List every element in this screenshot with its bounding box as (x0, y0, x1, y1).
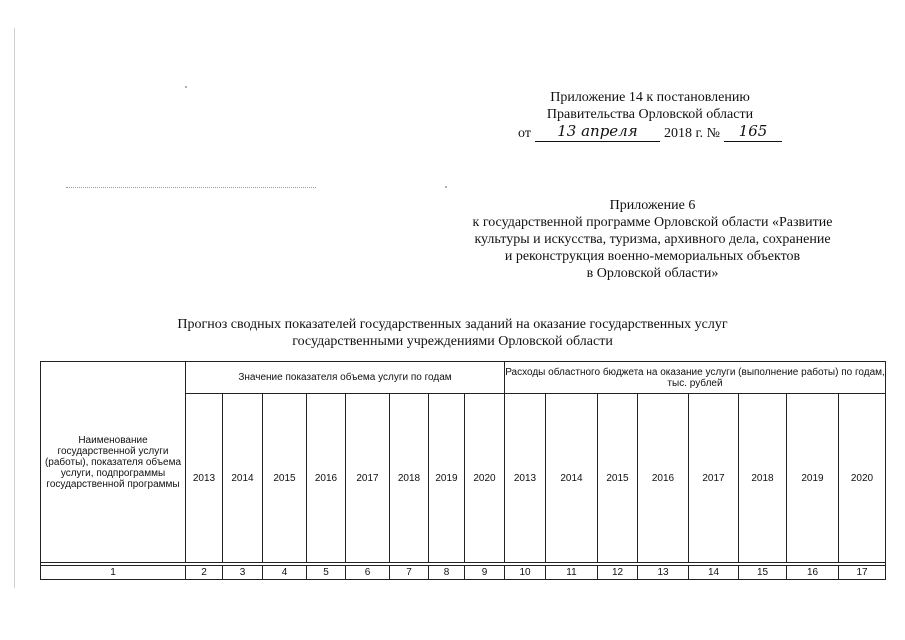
expense-year-header: 2020 (839, 394, 886, 563)
column-number: 10 (505, 566, 546, 580)
appendix-6-line1: Приложение 6 (609, 198, 696, 213)
document-title (100, 316, 805, 350)
column-number: 14 (689, 566, 739, 580)
column-number: 1 (41, 566, 186, 580)
date-prefix: от (518, 126, 531, 141)
forecast-table (40, 361, 886, 580)
column-number: 6 (346, 566, 390, 580)
column-number: 5 (307, 566, 346, 580)
column-number: 9 (465, 566, 505, 580)
column-number: 13 (638, 566, 689, 580)
handwritten-decree-number: 165 (724, 124, 782, 142)
page-edge-line (14, 28, 15, 588)
expense-year-header: 2019 (787, 394, 839, 563)
column-number: 4 (263, 566, 307, 580)
appendix-6-line5: в Орловской области» (586, 266, 719, 281)
header-row-groups (41, 362, 886, 394)
column-number: 7 (390, 566, 429, 580)
column-number: 3 (223, 566, 263, 580)
column-number: 8 (429, 566, 465, 580)
volume-year-header: 2015 (263, 394, 307, 563)
column-number: 15 (739, 566, 787, 580)
decree-year-label: 2018 г. № (663, 126, 720, 141)
appendix-6-block (440, 197, 865, 282)
title-line2: государственными учреждениями Орловской области (292, 334, 613, 349)
appendix-14-block (500, 89, 800, 142)
volume-year-header: 2014 (223, 394, 263, 563)
column-number: 12 (598, 566, 638, 580)
volume-year-header: 2020 (465, 394, 505, 563)
appendix-14-line2: Правительства Орловской области (546, 107, 754, 122)
handwritten-date: 13 апреля (535, 124, 660, 142)
scan-speck (185, 86, 187, 88)
column-number: 16 (787, 566, 839, 580)
column-number: 11 (546, 566, 598, 580)
scan-dots (66, 187, 316, 189)
appendix-6-line3: культуры и искусства, туризма, архивного дела, сохранение (474, 232, 831, 247)
volume-year-header: 2013 (186, 394, 223, 563)
expense-group-header: Расходы областного бюджета на оказание услуги (выполнение работы) по годам, тыс. рублей (505, 362, 886, 394)
title-line1: Прогноз сводных показателей государственных заданий на оказание государственных услуг (177, 317, 728, 332)
appendix-6-line2: к государственной программе Орловской области «Развитие (472, 215, 833, 230)
column-number: 2 (186, 566, 223, 580)
decree-date-row (500, 124, 800, 142)
appendix-14-line1: Приложение 14 к постановлению (550, 90, 750, 105)
volume-year-header: 2018 (390, 394, 429, 563)
appendix-6-line4: и реконструкция военно-мемориальных объектов (504, 249, 801, 264)
expense-year-header: 2017 (689, 394, 739, 563)
volume-year-header: 2016 (307, 394, 346, 563)
expense-year-header: 2015 (598, 394, 638, 563)
expense-year-header: 2014 (546, 394, 598, 563)
name-column-header: Наименование государственной услуги (работы), показателя объема услуги, подпрограммы государственной программы (41, 362, 186, 563)
expense-year-header: 2013 (505, 394, 546, 563)
volume-year-header: 2017 (346, 394, 390, 563)
volume-year-header: 2019 (429, 394, 465, 563)
column-number: 17 (839, 566, 886, 580)
expense-year-header: 2016 (638, 394, 689, 563)
expense-year-header: 2018 (739, 394, 787, 563)
volume-group-header: Значение показателя объема услуги по годам (186, 362, 505, 394)
scan-speck (445, 186, 447, 188)
column-number-row (41, 566, 886, 580)
